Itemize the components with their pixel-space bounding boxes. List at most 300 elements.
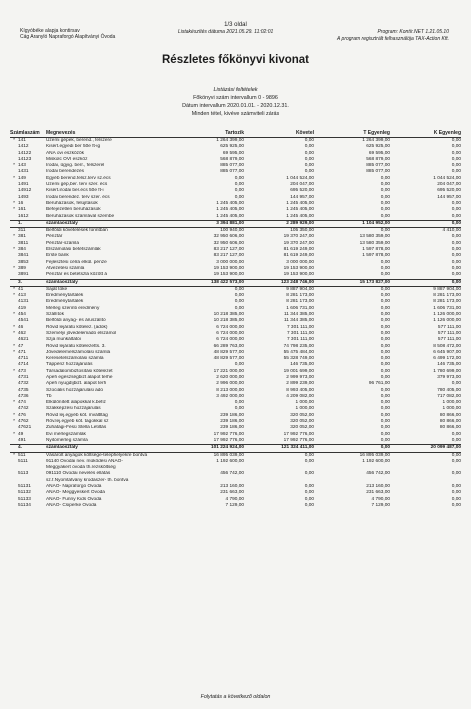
account-name: Elkülönített alapokkal k.befiz xyxy=(46,400,106,406)
debit-value: 1 245 405,00 xyxy=(216,200,244,206)
k-balance-value: 0,00 xyxy=(451,431,461,437)
t-balance-value: 0,00 xyxy=(380,318,390,324)
account-number: 4131 xyxy=(18,299,29,305)
account-number: 41 xyxy=(18,286,24,292)
k-balance-value: 0,00 xyxy=(390,220,461,227)
credit-value: 0,00 xyxy=(304,490,314,496)
t-balance-value: 0,00 xyxy=(380,265,390,271)
debit-value: 138 422 573,00 xyxy=(170,279,244,286)
account-number: 4541 xyxy=(18,318,29,324)
account-name: Meggyakert óvoda th.rezsköltség xyxy=(46,465,116,471)
account-name: ANAÖ- Meggyeskert Óvoda xyxy=(46,490,105,496)
debit-value: 16 895 039,00 xyxy=(213,452,244,458)
k-balance-value: 0,00 xyxy=(451,144,461,150)
k-balance-value: 0,00 xyxy=(390,279,461,286)
row-marker xyxy=(10,438,18,445)
debit-value: 6 724 000,00 xyxy=(216,337,244,343)
credit-value: 0,00 xyxy=(304,169,314,175)
t-balance-value: 885 077,00 xyxy=(366,169,390,175)
row-marker: * xyxy=(13,324,15,330)
account-name: Pénztár és betétszla között á xyxy=(46,272,107,278)
debit-value: 1 245 405,00 xyxy=(216,207,244,213)
credit-value: 11 344 385,00 xyxy=(283,312,314,318)
program-version: Program: Kontír.NET 1.21.05.10 xyxy=(377,29,449,35)
k-balance-value: 0,00 xyxy=(451,200,461,206)
account-number: 51134 xyxy=(18,502,31,508)
credit-value: 1 000,00 xyxy=(295,406,314,412)
debit-value: 2 620 000,00 xyxy=(216,374,244,380)
account-name: Jövedelemelszámolási számla xyxy=(46,349,111,355)
account-name: Vásárolt anyagok költsége-telephelyekre bontva xyxy=(46,452,148,458)
t-balance-value: 0,00 xyxy=(380,343,390,349)
debit-value: 32 950 606,00 xyxy=(213,234,244,240)
t-balance-value: 0,00 xyxy=(380,362,390,368)
t-balance-value: 0,00 xyxy=(380,425,390,431)
t-balance-value: 0,00 xyxy=(380,200,390,206)
t-balance-value: 0,00 xyxy=(380,412,390,418)
debit-value: 3 492 000,00 xyxy=(216,393,244,399)
t-balance-value: 0,00 xyxy=(380,330,390,336)
row-marker: * xyxy=(13,293,15,299)
header-t-balance: T Egyenleg xyxy=(314,130,390,138)
row-marker: * xyxy=(13,200,15,206)
account-number: 389 xyxy=(18,265,26,271)
account-name: Kisért.egyedi ber 50e ft-ig xyxy=(46,144,101,150)
credit-value: 0,00 xyxy=(304,150,314,156)
row-marker xyxy=(10,445,18,452)
table-row xyxy=(10,228,461,235)
debit-value: 6 724 000,00 xyxy=(216,330,244,336)
table-total-row xyxy=(10,279,461,286)
account-name: Társadalombiztosítási kötelezet xyxy=(46,368,113,374)
credit-value: 11 344 385,00 xyxy=(283,318,314,324)
k-balance-value: 0,00 xyxy=(451,458,461,464)
account-name: Irodai berendez. terv szer. écs xyxy=(46,194,110,200)
account-name: 091110 Óvodai nevelés ellátás xyxy=(46,471,111,477)
debit-value: 885 077,00 xyxy=(220,169,244,175)
account-name: Személyi jövedelemadó elszámol xyxy=(46,330,117,336)
k-balance-value: 0,00 xyxy=(451,234,461,240)
account-name: Szakképzési hozzájárulás xyxy=(46,406,101,412)
k-balance-value: 0,00 xyxy=(451,138,461,143)
t-balance-value: 0,00 xyxy=(380,213,390,219)
t-balance-value: 1 192 600,00 xyxy=(362,458,390,464)
t-balance-value: 13 580 359,00 xyxy=(359,240,390,246)
t-balance-value: 625 925,00 xyxy=(366,144,390,150)
account-number: 1. xyxy=(18,220,46,227)
account-name: Üzemi gépek, berend., felszere xyxy=(46,138,112,143)
t-balance-value: 0,00 xyxy=(380,194,390,200)
account-number: 4621 xyxy=(18,337,29,343)
account-number: 51131 xyxy=(18,484,31,490)
k-balance-value: 577 111,00 xyxy=(437,330,461,336)
k-balance-value: 0,00 xyxy=(451,381,461,387)
filter-label: Listázási feltételek xyxy=(213,87,258,93)
t-balance-value: 0,00 xyxy=(380,400,390,406)
account-number: 4735 xyxy=(18,387,29,393)
account-name: Apeh egészségbizt alapot terhe xyxy=(46,374,113,380)
footer-continuation: Folytatás a következő oldalon xyxy=(200,694,271,700)
account-name: Rövid lejáratú kötelez. (adók) xyxy=(46,324,108,330)
debit-value: 100 940,00 xyxy=(220,228,244,234)
table-row xyxy=(10,286,461,293)
k-balance-value: 0,00 xyxy=(451,247,461,253)
k-balance-value: 0,00 xyxy=(451,471,461,477)
account-name: Röv.lej.egyéb köt. tagokkal sz xyxy=(46,419,109,425)
account-number: 3853 xyxy=(18,259,29,265)
account-number: 476 xyxy=(18,412,26,418)
account-number: 4732 xyxy=(18,381,29,387)
k-balance-value: 6 499 172,00 xyxy=(433,356,461,362)
account-number: 474 xyxy=(18,400,26,406)
account-name: számlaosztály xyxy=(46,445,170,452)
t-balance-value: 0,00 xyxy=(380,393,390,399)
account-name: Üzemi gép,ber. terv szer. écs xyxy=(46,182,108,188)
row-marker xyxy=(10,279,18,286)
debit-value: 10 218 385,00 xyxy=(213,312,244,318)
t-balance-value: 0,00 xyxy=(380,175,390,181)
credit-value: 8 281 173,00 xyxy=(286,293,314,299)
table-total-row xyxy=(10,220,461,227)
account-number: 454 xyxy=(18,312,26,318)
credit-value: 1 245 405,00 xyxy=(286,200,314,206)
table-row xyxy=(10,214,461,221)
credit-value: 55 328 749,00 xyxy=(283,356,314,362)
header-k-balance: K Egyenleg xyxy=(390,130,461,138)
t-balance-value: 0,00 xyxy=(380,299,390,305)
row-marker: * xyxy=(13,312,15,318)
t-balance-value: 0,00 xyxy=(380,437,390,443)
debit-value: 69 595,00 xyxy=(222,150,244,156)
debit-value: 1 245 405,00 xyxy=(216,213,244,219)
debit-value: 1 264 399,00 xyxy=(216,138,244,143)
debit-value: 8 213 000,00 xyxy=(216,387,244,393)
k-balance-value: 780 405,00 xyxy=(437,387,461,393)
header-credit: Követel xyxy=(244,130,314,138)
account-name: Rövid lejáratú kötelezetts. 3. xyxy=(46,343,106,349)
account-name: Erste bank xyxy=(46,253,69,259)
t-balance-value: 7 129,00 xyxy=(371,502,390,508)
credit-value: 2 289 929,00 xyxy=(244,220,314,227)
credit-value: 204 047,00 xyxy=(290,182,314,188)
account-name: Beruházások számlával szembe xyxy=(46,213,115,219)
credit-value: 8 993 405,00 xyxy=(286,387,314,393)
credit-value: 7 301 111,00 xyxy=(286,337,314,343)
account-number: 4. xyxy=(18,445,46,452)
account-name: Szociális hozzájárulási adó xyxy=(46,387,104,393)
debit-value: 17 221 000,00 xyxy=(213,368,244,374)
k-balance-value: 1 000,00 xyxy=(442,400,461,406)
k-balance-value: 1 780 699,00 xyxy=(433,368,461,374)
account-name: Eredménytartalék xyxy=(46,299,84,305)
t-balance-value: 0,00 xyxy=(380,182,390,188)
account-name: számlaosztály xyxy=(46,220,170,227)
account-number: 419 xyxy=(18,305,26,311)
credit-value: 7 301 111,00 xyxy=(286,330,314,336)
debit-value: 0,00 xyxy=(234,305,244,311)
k-balance-value: 0,00 xyxy=(451,163,461,169)
row-marker xyxy=(10,214,18,221)
t-balance-value: 0,00 xyxy=(380,387,390,393)
t-balance-value: 0,00 xyxy=(380,337,390,343)
k-balance-value: 0,00 xyxy=(451,213,461,219)
registered-user: A program regisztrált felhasználója TAX-Action Kft. xyxy=(337,36,449,42)
ledger-header-row xyxy=(10,130,461,138)
debit-value: 239 186,00 xyxy=(220,425,244,431)
debit-value: 17 992 776,00 xyxy=(213,431,244,437)
account-name: Átvezetési számla xyxy=(46,265,85,271)
k-balance-value: 0,00 xyxy=(451,150,461,156)
account-name: Tb xyxy=(46,393,52,399)
credit-value: 81 619 249,00 xyxy=(283,253,314,259)
k-balance-value: 0,00 xyxy=(451,207,461,213)
t-balance-value: 0,00 xyxy=(380,286,390,292)
row-marker: * xyxy=(13,175,15,181)
t-balance-value: 213 160,00 xyxy=(366,484,390,490)
organization-line-2: Cág Aranyló Napraforgó Alapítványi Óvoda xyxy=(20,34,116,41)
account-number: 413 xyxy=(18,293,26,299)
debit-value: 239 186,00 xyxy=(220,412,244,418)
account-number: 462 xyxy=(18,330,26,336)
print-date: Listakészítés dátuma 2021.05.29. 11:02:01 xyxy=(178,29,274,35)
account-name: Beruházások, felújítások xyxy=(46,200,98,206)
account-name: Mérleg szerinti eredmény xyxy=(46,305,100,311)
credit-value: 105 350,00 xyxy=(290,228,314,234)
account-name: ANA ovi eszközök xyxy=(46,150,85,156)
t-balance-value: 16 895 039,00 xyxy=(359,452,390,458)
t-balance-value: 1 264 399,00 xyxy=(362,138,390,143)
account-name: ANAÖ- Csiperke Óvoda xyxy=(46,502,97,508)
k-balance-value: 0,00 xyxy=(451,265,461,271)
k-balance-value: 1 126 000,00 xyxy=(433,312,461,318)
row-marker: * xyxy=(13,247,15,253)
credit-value: 320 052,00 xyxy=(290,425,314,431)
row-marker: * xyxy=(13,412,15,418)
t-balance-value: 231 663,00 xyxy=(366,490,390,496)
account-number: 14912 xyxy=(18,188,32,194)
row-marker: * xyxy=(13,343,15,349)
t-balance-value: 0,00 xyxy=(380,305,390,311)
account-name: sz.f.Nyomtatvány krodaszer- th. bontva xyxy=(46,477,129,483)
debit-value: 19 153 900,00 xyxy=(213,272,244,278)
debit-value: 83 217 127,00 xyxy=(213,253,244,259)
header-account: Számlaszám xyxy=(10,130,46,138)
debit-value: 239 186,00 xyxy=(220,419,244,425)
debit-value: 0,00 xyxy=(234,400,244,406)
t-balance-value: 0,00 xyxy=(380,188,390,194)
debit-value: 213 160,00 xyxy=(220,484,244,490)
organization-block xyxy=(20,28,115,40)
account-range: Főkönyvi szám intervallum 0 - 9896 xyxy=(193,95,278,101)
account-number: 1493 xyxy=(18,194,29,200)
credit-value: 320 052,00 xyxy=(290,412,314,418)
row-marker: * xyxy=(13,207,15,213)
row-marker: * xyxy=(13,349,15,355)
debit-value: 625 925,00 xyxy=(220,144,244,150)
t-balance-value: 4 790,00 xyxy=(371,496,390,502)
account-number: 473 xyxy=(18,368,26,374)
t-balance-value: 1 597 878,00 xyxy=(362,247,390,253)
account-name: Saját tőke xyxy=(46,286,68,292)
account-name: ANAÖ- Napraforgó Óvoda xyxy=(46,484,102,490)
account-name: Belföldi anyag- és áruszálító xyxy=(46,318,106,324)
k-balance-value: 0,00 xyxy=(451,496,461,502)
t-balance-value: 0,00 xyxy=(380,228,390,234)
credit-value: 0,00 xyxy=(304,138,314,143)
debit-value: 0,00 xyxy=(234,182,244,188)
account-number: 311 xyxy=(18,228,26,234)
k-balance-value: 1 126 000,00 xyxy=(433,318,461,324)
row-marker: * xyxy=(13,286,15,292)
date-range: Dátum intervallum 2020.01.01. - 2020.12.31. xyxy=(182,103,289,109)
account-number: 511 xyxy=(18,452,26,458)
account-name: Eredménytartalék xyxy=(46,293,84,299)
account-number: 471 xyxy=(18,349,26,355)
account-number: 46 xyxy=(18,324,24,330)
account-number: 51132 xyxy=(18,490,31,496)
header-name: Megnevezés xyxy=(46,130,170,138)
credit-value: 8 281 173,00 xyxy=(286,299,314,305)
account-number: 4736 xyxy=(18,393,29,399)
account-number: 14122 xyxy=(18,150,32,156)
account-number: 143 xyxy=(18,163,26,169)
account-name: Keresetelszámolási számla xyxy=(46,356,104,362)
debit-value: 456 742,00 xyxy=(220,471,244,477)
k-balance-value: 0,00 xyxy=(451,452,461,458)
credit-value: 0,00 xyxy=(304,156,314,162)
row-marker: * xyxy=(13,419,15,425)
t-balance-value: 0,00 xyxy=(380,259,390,265)
debit-value: 0,00 xyxy=(234,362,244,368)
ledger-body xyxy=(10,138,461,510)
credit-value: 0,00 xyxy=(304,163,314,169)
t-balance-value: 0,00 xyxy=(380,368,390,374)
account-name: Nyitómérleg számla xyxy=(46,437,88,443)
t-balance-value: 0,00 xyxy=(314,445,390,452)
debit-value: 3 000 000,00 xyxy=(216,259,244,265)
account-name: Zuhatagi-Fésű Stella Letiltás xyxy=(46,425,107,431)
credit-value: 0,00 xyxy=(304,502,314,508)
account-name: Belföldi követelések forintban xyxy=(46,228,108,234)
credit-value: 695 520,00 xyxy=(290,188,314,194)
t-balance-value: 0,00 xyxy=(380,349,390,355)
t-balance-value: 568 879,00 xyxy=(366,156,390,162)
t-balance-value: 15 173 827,00 xyxy=(314,279,390,286)
account-name: ANAÖ- Funny Kids Óvoda xyxy=(46,496,102,502)
k-balance-value: 0,00 xyxy=(451,240,461,246)
k-balance-value: 1 044 524,00 xyxy=(433,175,461,181)
t-balance-value: 456 742,00 xyxy=(366,471,390,477)
k-balance-value: 0,00 xyxy=(451,272,461,278)
table-row xyxy=(10,438,461,445)
credit-value: 1 000,00 xyxy=(295,400,314,406)
account-number: 3. xyxy=(18,279,46,286)
account-name: Fejlesztési célra elkül. pénze xyxy=(46,259,107,265)
credit-value: 0,00 xyxy=(304,458,314,464)
account-name: 91140 Óvodai nev. működési ANAÖ- xyxy=(46,458,123,464)
debit-value: 0,00 xyxy=(234,194,244,200)
debit-value: 10 218 385,00 xyxy=(213,318,244,324)
row-marker: * xyxy=(13,163,15,169)
k-balance-value: 0,00 xyxy=(451,490,461,496)
k-balance-value: 1 000,00 xyxy=(442,406,461,412)
account-name: Elszámolási betétszámlák xyxy=(46,247,101,253)
table-total-row xyxy=(10,445,461,452)
debit-value: 885 077,00 xyxy=(220,163,244,169)
account-number: 5111 xyxy=(18,458,28,464)
k-balance-value: 80 866,00 xyxy=(439,425,461,431)
t-balance-value: 0,00 xyxy=(380,419,390,425)
t-balance-value: 0,00 xyxy=(380,272,390,278)
k-balance-value: 0,00 xyxy=(451,259,461,265)
credit-value: 17 992 776,00 xyxy=(283,431,314,437)
row-marker xyxy=(10,220,18,227)
organization-line-1: Kígyóbéke alapja kontirsav xyxy=(20,28,80,34)
account-number: 381 xyxy=(18,234,26,240)
account-name: Szállítók xyxy=(46,312,64,318)
debit-value: 17 992 776,00 xyxy=(213,437,244,443)
ledger-table xyxy=(10,130,461,509)
debit-value: 6 724 000,00 xyxy=(216,324,244,330)
k-balance-value: 1 606 731,00 xyxy=(433,305,461,311)
account-number: 4762 xyxy=(18,419,29,425)
row-marker: * xyxy=(13,234,15,240)
credit-value: 81 619 249,00 xyxy=(283,247,314,253)
debit-value: 3 394 881,00 xyxy=(170,220,244,227)
k-balance-value: 4 410,00 xyxy=(442,228,461,234)
row-marker xyxy=(10,228,18,235)
debit-value: 0,00 xyxy=(234,406,244,412)
credit-value: 123 248 746,00 xyxy=(244,279,314,286)
credit-value: 0,00 xyxy=(304,452,314,458)
row-marker: * xyxy=(13,452,15,458)
account-name: Apeh nyugdíjbizt. alapot terh xyxy=(46,381,107,387)
debit-value: 0,00 xyxy=(234,286,244,292)
account-number: 4742 xyxy=(18,406,29,412)
t-balance-value: 0,00 xyxy=(380,312,390,318)
debit-value: 48 829 577,00 xyxy=(213,349,244,355)
header-debit: Tartozik xyxy=(170,130,244,138)
t-balance-value: 69 595,00 xyxy=(368,150,390,156)
credit-value: 9 887 904,00 xyxy=(286,286,314,292)
account-name: Befejezetlen beruházások xyxy=(46,207,101,213)
debit-value: 1 192 600,00 xyxy=(216,458,244,464)
k-balance-value: 204 047,00 xyxy=(437,182,461,188)
credit-value: 1 245 405,00 xyxy=(286,207,314,213)
t-balance-value: 1 104 952,00 xyxy=(314,220,390,227)
k-balance-value: 146 735,00 xyxy=(437,362,461,368)
row-marker: * xyxy=(13,265,15,271)
row-marker: * xyxy=(13,330,15,336)
account-number: 47 xyxy=(18,343,24,349)
account-number: 51133 xyxy=(18,496,31,502)
account-name: Kisért.irodai ber.écs 50e ft-i xyxy=(46,188,104,194)
k-balance-value: 9 887 904,00 xyxy=(433,286,461,292)
credit-value: 121 324 411,00 xyxy=(244,445,314,452)
row-marker xyxy=(10,503,18,509)
debit-value: 4 790,00 xyxy=(225,496,244,502)
table-row xyxy=(10,272,461,279)
debit-value: 19 153 900,00 xyxy=(213,265,244,271)
account-number: 47621 xyxy=(18,425,32,431)
account-number: 4731 xyxy=(18,374,29,380)
credit-value: 74 798 235,00 xyxy=(283,343,314,349)
debit-value: 0,00 xyxy=(234,175,244,181)
t-balance-value: 885 077,00 xyxy=(366,163,390,169)
account-name: Irodai berendezés xyxy=(46,169,85,175)
k-balance-value: 0,00 xyxy=(451,253,461,259)
account-number: 141 xyxy=(18,138,26,143)
